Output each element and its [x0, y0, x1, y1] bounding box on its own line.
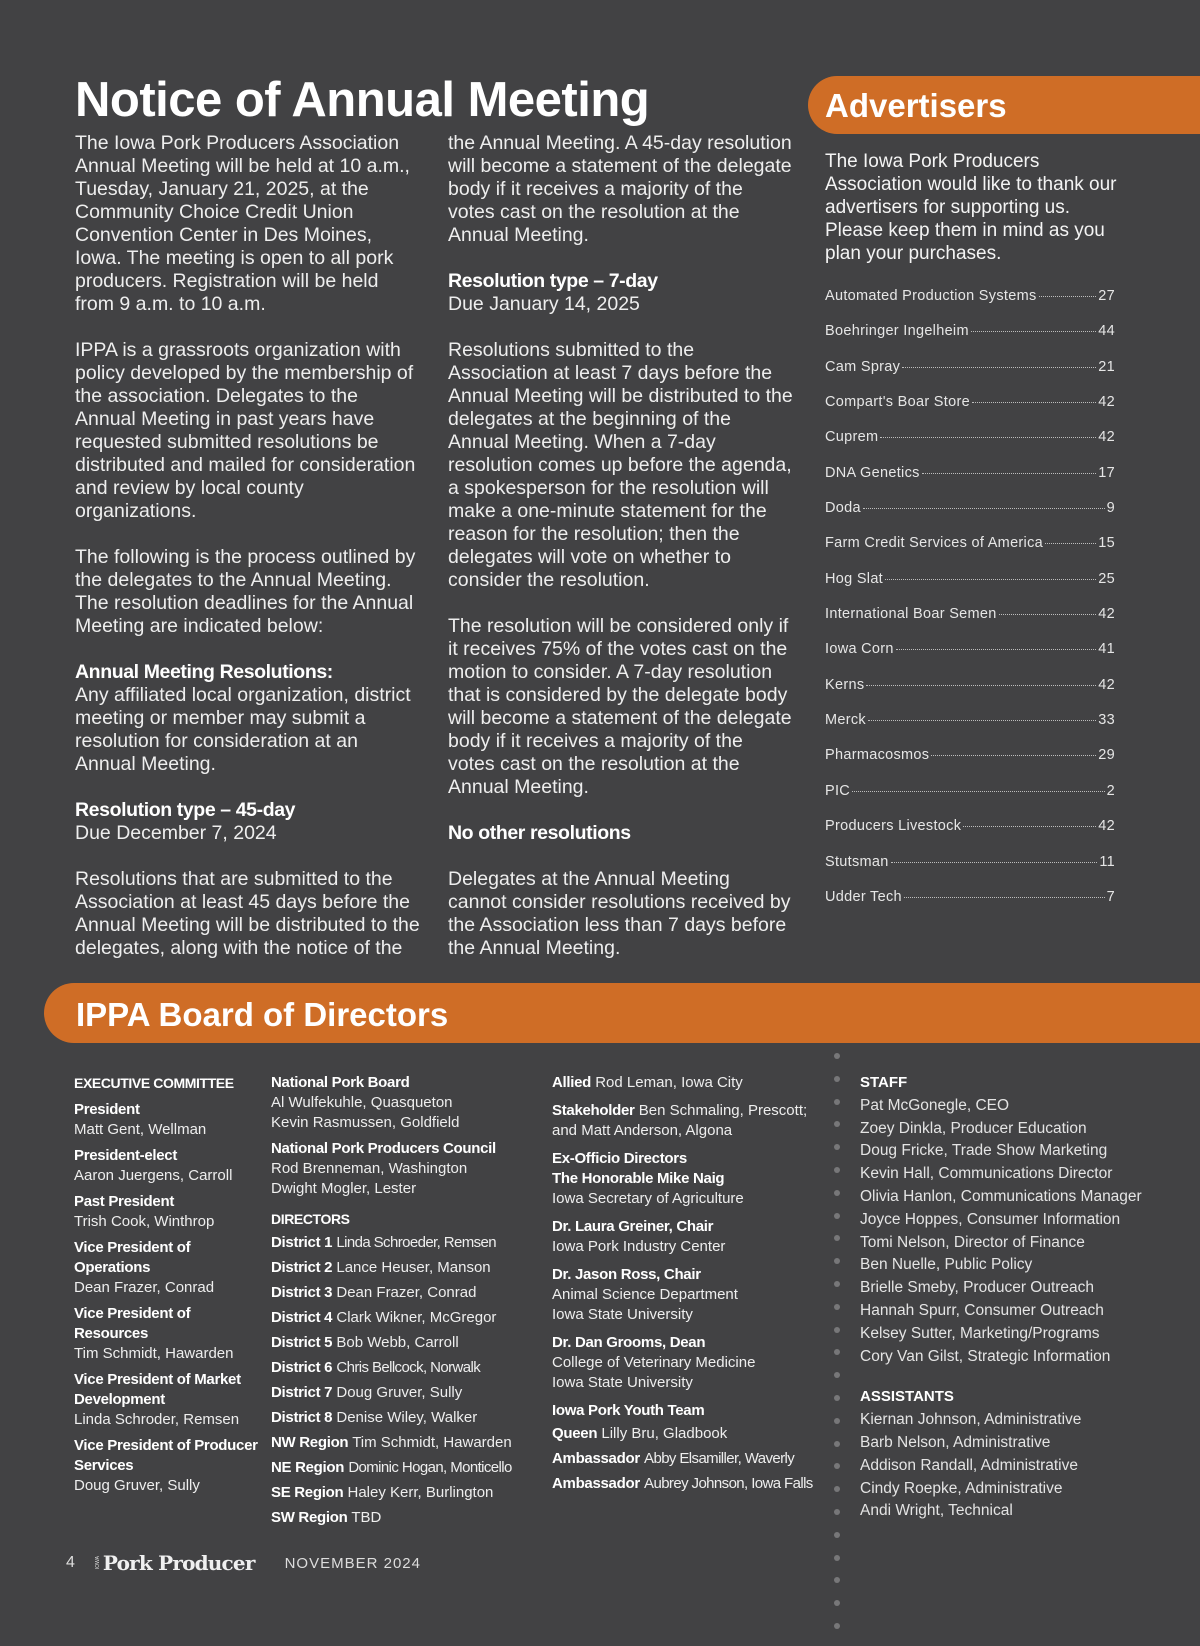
advertiser-page: 42 [1098, 818, 1115, 835]
advertiser-page: 42 [1098, 676, 1115, 693]
director-row [271, 1255, 541, 1280]
greiner-name: Dr. Laura Greiner, Chair [552, 1218, 714, 1235]
advertiser-item [825, 889, 1115, 924]
advertiser-item [825, 677, 1115, 712]
logo-state: IOWA [94, 1556, 101, 1570]
npb-heading: National Pork Board [271, 1074, 410, 1091]
ross-org: Animal Science Department [552, 1286, 738, 1303]
ross-name: Dr. Jason Ross, Chair [552, 1266, 701, 1283]
bullet-dot [834, 1532, 840, 1538]
advertiser-name: PIC [825, 782, 851, 799]
ross-group [552, 1265, 832, 1325]
leader-dots [868, 720, 1096, 721]
advertiser-name: Doda [825, 500, 861, 517]
officer-name: Matt Gent, Wellman [74, 1121, 207, 1138]
officer-role: Vice President of Operations [74, 1239, 191, 1276]
notice-paragraph-continued: the Annual Meeting. A 45-day resolution will become a statement of the delegate body if it receives a majority of the votes cast on the resolution at the Annual Meeting. [448, 132, 792, 246]
director-name: Dominic Hogan, Monticello [348, 1459, 512, 1476]
bullet-dot [834, 1053, 840, 1059]
exofficio-heading: Ex-Officio Directors [552, 1150, 687, 1167]
advertiser-name: International Boar Semen [825, 606, 997, 623]
due-date: Due January 14, 2025 [448, 293, 640, 315]
leader-dots [852, 791, 1105, 792]
bullet-dot [834, 1555, 840, 1561]
director-district: District 3 [271, 1284, 333, 1301]
director-name: Dean Frazer, Conrad [336, 1284, 477, 1301]
section-heading: No other resolutions [448, 822, 631, 844]
assistant-member: Addison Randall, Administrative [860, 1456, 1078, 1474]
directors-group [271, 1209, 541, 1530]
nppc-group [271, 1139, 541, 1199]
bullet-dot [834, 1577, 840, 1583]
grooms-name: Dr. Dan Grooms, Dean [552, 1334, 706, 1351]
advertiser-item [825, 465, 1115, 500]
advertiser-name: Cuprem [825, 429, 879, 446]
director-name: Bob Webb, Carroll [336, 1334, 459, 1351]
leader-dots [971, 331, 1096, 332]
youth-member [552, 1421, 832, 1446]
youth-role: Queen [552, 1425, 598, 1442]
advertiser-item [825, 323, 1115, 358]
director-district: District 5 [271, 1334, 333, 1351]
staff-member: Kelsey Sutter, Marketing/Programs [860, 1324, 1100, 1342]
bullet-dot [834, 1099, 840, 1105]
bullet-dot [834, 1372, 840, 1378]
director-row [271, 1230, 541, 1255]
advertiser-page: 44 [1098, 323, 1115, 340]
section-heading: Annual Meeting Resolutions: [75, 661, 333, 683]
advertiser-page: 42 [1098, 429, 1115, 446]
notice-paragraph: The resolution will be considered only if it receives 75% of the votes cast on the motion to consider. A 7-day resolution that is considered by the delegate body will become a statement of the delegate body if it receives a majority of the votes cast on the resolution at the Annual Meeting. [448, 615, 792, 798]
director-name: Tim Schmidt, Hawarden [352, 1434, 512, 1451]
officer-name: Dean Frazer, Conrad [74, 1279, 215, 1296]
director-district: SW Region [271, 1509, 348, 1526]
advertiser-item [825, 818, 1115, 853]
youth-member [552, 1471, 832, 1496]
due-date: Due December 7, 2024 [75, 822, 277, 844]
bullet-dot [834, 1258, 840, 1264]
director-row [271, 1305, 541, 1330]
staff-member: Cory Van Gilst, Strategic Information [860, 1347, 1111, 1365]
director-name: Linda Schroeder, Remsen [336, 1234, 497, 1251]
advertiser-name: Boehringer Ingelheim [825, 323, 969, 340]
director-row [271, 1380, 541, 1405]
leader-dots [1045, 543, 1096, 544]
advertiser-name: Merck [825, 712, 866, 729]
leader-dots [963, 826, 1096, 827]
advertiser-item [825, 535, 1115, 570]
assistant-member: Barb Nelson, Administrative [860, 1433, 1051, 1451]
staff-member: Doug Fricke, Trade Show Marketing [860, 1142, 1108, 1160]
bullet-dot [834, 1486, 840, 1492]
nppc-heading: National Pork Producers Council [271, 1140, 496, 1157]
staff-list [860, 1095, 1180, 1369]
advertiser-page: 11 [1099, 853, 1115, 870]
bullet-dot [834, 1623, 840, 1629]
advertiser-name: Cam Spray [825, 358, 901, 375]
staff-member: Olivia Hanlon, Communications Manager [860, 1187, 1142, 1205]
exec-heading-group [74, 1073, 259, 1094]
officers-list [74, 1100, 259, 1496]
allied-name: Rod Leman, Iowa City [595, 1074, 743, 1091]
assistants-heading: ASSISTANTS [860, 1388, 954, 1406]
leader-dots [891, 862, 1098, 863]
director-name: Denise Wiley, Walker [336, 1409, 478, 1426]
bullet-dot [834, 1463, 840, 1469]
advertisers-title: Advertisers [825, 87, 1007, 124]
advertiser-item [825, 500, 1115, 535]
director-district: District 4 [271, 1309, 333, 1326]
advertiser-name: Producers Livestock [825, 818, 962, 835]
issue-date: NOVEMBER 2024 [284, 1554, 421, 1572]
director-row [271, 1430, 541, 1455]
leader-dots [896, 649, 1096, 650]
director-district: NW Region [271, 1434, 349, 1451]
director-name: Clark Wikner, McGregor [336, 1309, 497, 1326]
advertiser-page: 42 [1098, 394, 1115, 411]
director-district: NE Region [271, 1459, 345, 1476]
grooms-org: College of Veterinary Medicine [552, 1354, 756, 1371]
director-district: District 6 [271, 1359, 333, 1376]
advertiser-name: DNA Genetics [825, 464, 920, 481]
notice-paragraph: The following is the process outlined by the delegates to the Annual Meeting. The resolution deadlines for the Annual Meeting are indicated below: [75, 546, 416, 637]
allied-label: Allied [552, 1074, 592, 1091]
advertiser-name: Stutsman [825, 853, 889, 870]
bullet-dot [834, 1395, 840, 1401]
officer-entry [74, 1436, 259, 1496]
advertiser-name: Pharmacosmos [825, 747, 930, 764]
bullet-dot [834, 1076, 840, 1082]
officer-entry [74, 1304, 259, 1364]
board-title: IPPA Board of Directors [76, 996, 449, 1033]
youth-group [552, 1401, 832, 1496]
nppc-member: Dwight Mogler, Lester [271, 1180, 417, 1197]
director-row [271, 1405, 541, 1430]
bullet-dot [834, 1441, 840, 1447]
leader-dots [880, 437, 1096, 438]
officer-role: President-elect [74, 1147, 178, 1164]
stakeholder-label: Stakeholder [552, 1102, 635, 1119]
bullet-dot [834, 1281, 840, 1287]
notice-column-middle [448, 132, 793, 983]
youth-role: Ambassador [552, 1450, 640, 1467]
advertiser-item [825, 606, 1115, 641]
youth-name: Lilly Bru, Gladbook [601, 1425, 728, 1442]
staff-member: Tomi Nelson, Director of Finance [860, 1233, 1085, 1251]
advertiser-item [825, 783, 1115, 818]
no-other-resolutions-block [448, 822, 793, 845]
npb-group [271, 1073, 541, 1133]
advertiser-page: 25 [1098, 570, 1115, 587]
greiner-group [552, 1217, 832, 1257]
grooms-org: Iowa State University [552, 1374, 693, 1391]
advertiser-page: 2 [1106, 782, 1115, 799]
director-name: Doug Gruver, Sully [336, 1384, 463, 1401]
director-row [271, 1480, 541, 1505]
boards-and-directors-column [271, 1073, 541, 1530]
officer-entry [74, 1146, 259, 1186]
advertiser-page: 33 [1098, 712, 1115, 729]
bullet-dot [834, 1213, 840, 1219]
advertisers-intro: The Iowa Pork Producers Association would like to thank our advertisers for supporting us. Please keep them in mind as you plan your purchases. [825, 151, 1117, 264]
bullet-dot [834, 1121, 840, 1127]
bullet-dot [834, 1190, 840, 1196]
advertiser-page: 17 [1098, 464, 1115, 481]
ross-org: Iowa State University [552, 1306, 693, 1323]
advertiser-page: 21 [1098, 358, 1115, 375]
advertiser-page: 41 [1098, 641, 1115, 658]
officer-role: Vice President of Market Development [74, 1371, 241, 1408]
officer-role: Vice President of Resources [74, 1305, 191, 1342]
officer-name: Linda Schroder, Remsen [74, 1411, 240, 1428]
advertiser-page: 15 [1098, 535, 1115, 552]
bullet-dot [834, 1600, 840, 1606]
director-district: District 7 [271, 1384, 333, 1401]
director-district: District 2 [271, 1259, 333, 1276]
director-name: TBD [351, 1509, 382, 1526]
nppc-member: Rod Brenneman, Washington [271, 1160, 468, 1177]
staff-column [860, 1072, 1180, 1523]
advertiser-item [825, 712, 1115, 747]
notice-paragraph: Delegates at the Annual Meeting cannot consider resolutions received by the Association less than 7 days before the Annual Meeting. [448, 868, 791, 959]
leader-dots [904, 897, 1105, 898]
director-district: District 8 [271, 1409, 333, 1426]
staff-member: Kevin Hall, Communications Director [860, 1165, 1113, 1183]
naig-title: Iowa Secretary of Agriculture [552, 1190, 744, 1207]
staff-member: Joyce Hoppes, Consumer Information [860, 1210, 1121, 1228]
exofficio-group [552, 1149, 832, 1209]
npb-member: Al Wulfekuhle, Quasqueton [271, 1094, 453, 1111]
section-heading: Resolution type – 45-day [75, 799, 296, 821]
leader-dots [863, 508, 1105, 509]
advertiser-name: Udder Tech [825, 888, 902, 905]
director-row [271, 1455, 541, 1480]
officer-name: Aaron Juergens, Carroll [74, 1167, 233, 1184]
youth-name: Abby Elsamiller, Waverly [644, 1450, 795, 1467]
advertiser-item [825, 854, 1115, 889]
bullet-dot [834, 1235, 840, 1241]
advertiser-item [825, 641, 1115, 676]
bullet-dot [834, 1418, 840, 1424]
notice-paragraph: Any affiliated local organization, district meeting or member may submit a resolution for consideration at an Annual Meeting. [75, 684, 411, 775]
director-row [271, 1330, 541, 1355]
youth-role: Ambassador [552, 1475, 640, 1492]
staff-member: Ben Nuelle, Public Policy [860, 1256, 1033, 1274]
staff-member: Hannah Spurr, Consumer Outreach [860, 1301, 1104, 1319]
notice-column-left [75, 132, 420, 983]
grooms-group [552, 1333, 832, 1393]
advertiser-item [825, 394, 1115, 429]
advertiser-name: Compart's Boar Store [825, 394, 970, 411]
leader-dots [972, 402, 1096, 403]
resolution-45-day-block [75, 799, 420, 845]
staff-member: Pat McGonegle, CEO [860, 1096, 1010, 1114]
officer-entry [74, 1192, 259, 1232]
notice-paragraph: Resolutions that are submitted to the Association at least 45 days before the Annual Meeting will be distributed to the delegates, along with the notice of the [75, 868, 420, 959]
leader-dots [885, 579, 1096, 580]
advertiser-name: Automated Production Systems [825, 288, 1037, 304]
notice-paragraph: The Iowa Pork Producers Association Annual Meeting will be held at 10 a.m., Tuesday, January 21, 2025, at the Community Choice Credit Union Convention Center in Des Moines, Iowa. The meeting is open to all pork producers. Registration will be held from 9 a.m. to 10 a.m. [75, 132, 410, 315]
allied-group [552, 1073, 832, 1093]
advertiser-item [825, 571, 1115, 606]
director-name: Chris Bellcock, Norwalk [336, 1359, 481, 1376]
youth-name: Aubrey Johnson, Iowa Falls [644, 1475, 813, 1492]
officer-name: Trish Cook, Winthrop [74, 1213, 215, 1230]
executive-committee-heading: EXECUTIVE COMMITTEE [74, 1075, 234, 1091]
youth-member [552, 1446, 832, 1471]
officer-name: Doug Gruver, Sully [74, 1477, 200, 1494]
assistant-member: Andi Wright, Technical [860, 1502, 1013, 1520]
magazine-logo [95, 1551, 255, 1575]
stakeholder-group [552, 1101, 832, 1141]
notice-paragraph: IPPA is a grassroots organization with policy developed by the membership of the association. Delegates to the Annual Meeting in past years have requested submitted resolutions be distributed and mailed for consideration and review by local county organizations. [75, 339, 416, 522]
officer-role: Vice President of Producer Services [74, 1437, 258, 1474]
officer-name: Tim Schmidt, Hawarden [74, 1345, 234, 1362]
advertiser-item [825, 747, 1115, 782]
advertiser-item [825, 359, 1115, 394]
officer-role: Past President [74, 1193, 175, 1210]
page-number: 4 [66, 1554, 75, 1571]
director-name: Haley Kerr, Burlington [347, 1484, 494, 1501]
leader-dots [902, 367, 1096, 368]
director-row [271, 1355, 541, 1380]
bullet-dot [834, 1304, 840, 1310]
bullet-dot [834, 1349, 840, 1355]
naig-name: The Honorable Mike Naig [552, 1170, 725, 1187]
greiner-org: Iowa Pork Industry Center [552, 1238, 726, 1255]
leader-dots [931, 755, 1096, 756]
youth-heading: Iowa Pork Youth Team [552, 1402, 705, 1419]
logo-text: Pork Producer [102, 1551, 255, 1575]
director-row [271, 1505, 541, 1530]
advertiser-item [825, 288, 1115, 323]
leader-dots [999, 614, 1097, 615]
advertiser-page: 7 [1106, 888, 1115, 905]
officer-entry [74, 1370, 259, 1430]
assistant-member: Cindy Roepke, Administrative [860, 1479, 1063, 1497]
advertiser-name: Hog Slat [825, 570, 884, 587]
leader-dots [922, 473, 1097, 474]
officer-entry [74, 1238, 259, 1298]
stakeholder-name: Ben Schmaling, Prescott; and Matt Anderson, Algona [552, 1102, 808, 1139]
leader-dots [866, 685, 1096, 686]
directors-heading: DIRECTORS [271, 1211, 350, 1227]
bullet-dot [834, 1144, 840, 1150]
advertiser-name: Iowa Corn [825, 641, 894, 658]
advertiser-name: Kerns [825, 676, 865, 693]
director-row [271, 1280, 541, 1305]
advertiser-page: 9 [1106, 500, 1115, 517]
assistant-member: Kiernan Johnson, Administrative [860, 1411, 1082, 1429]
notice-paragraph: Resolutions submitted to the Association at least 7 days before the Annual Meeting will be distributed to the delegates at the beginning of the Annual Meeting. When a 7-day resolution comes up before the agenda, a spokesperson for the resolution will make a one-minute statement for the reason for the resolution; then the delegates will vote on whether to consider the resolution. [448, 339, 793, 591]
section-heading: Resolution type – 7-day [448, 270, 658, 292]
advertiser-page: 42 [1098, 606, 1115, 623]
officer-role: President [74, 1101, 140, 1118]
footer [66, 1550, 421, 1576]
director-name: Lance Heuser, Manson [336, 1259, 491, 1276]
executive-committee-column [74, 1073, 259, 1502]
bullet-dot [834, 1509, 840, 1515]
advertiser-page: 29 [1098, 747, 1115, 764]
bullet-dot [834, 1167, 840, 1173]
staff-heading: STAFF [860, 1074, 908, 1091]
notice-title: Notice of Annual Meeting [75, 73, 650, 127]
staff-bullet-column [834, 1053, 844, 1646]
bullet-dot [834, 1327, 840, 1333]
npb-member: Kevin Rasmussen, Goldfield [271, 1114, 460, 1131]
director-district: District 1 [271, 1234, 333, 1251]
staff-member: Zoey Dinkla, Producer Education [860, 1119, 1087, 1137]
advertisers-list [825, 288, 1115, 924]
assistants-list [860, 1409, 1180, 1523]
youth-list [552, 1421, 832, 1496]
directors-list [271, 1230, 541, 1530]
leader-dots [1039, 296, 1097, 297]
resolution-7-day-block [448, 270, 793, 316]
director-district: SE Region [271, 1484, 344, 1501]
advertiser-item [825, 429, 1115, 464]
advertiser-page: 27 [1098, 288, 1115, 304]
advertiser-name: Farm Credit Services of America [825, 535, 1043, 552]
staff-member: Brielle Smeby, Producer Outreach [860, 1279, 1095, 1297]
allied-and-exofficio-column [552, 1073, 832, 1496]
officer-entry [74, 1100, 259, 1140]
annual-meeting-resolutions-block [75, 661, 420, 776]
